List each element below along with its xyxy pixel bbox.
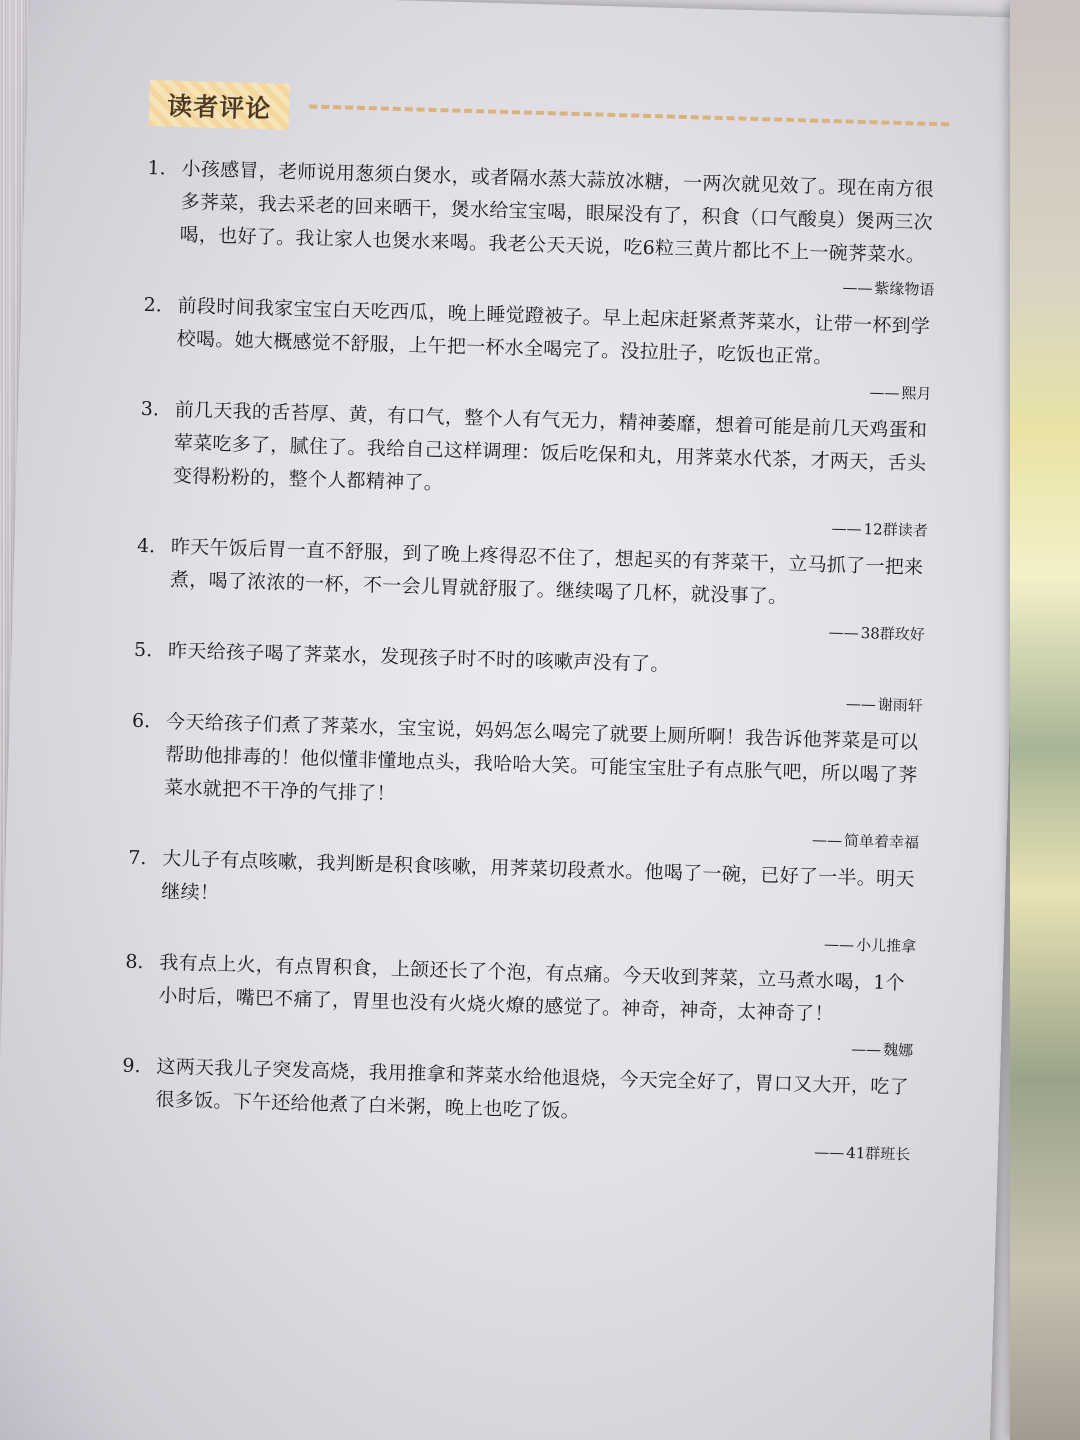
author-dash: ——	[842, 278, 873, 298]
author-name: 12群读者	[863, 520, 928, 540]
author-name: 小儿推拿	[855, 936, 917, 956]
author-dash: ——	[813, 1142, 845, 1162]
header-dashed-line	[309, 104, 949, 126]
comment-text: 这两天我儿子突发高烧，我用推拿和荠菜水给他退烧，今天完全好了，胃口又大开，吃了很多饭。下午还给他煮了白米粥，晚上也吃了饭。	[155, 1055, 910, 1123]
comment-item	[129, 705, 922, 854]
comment-number: 9.	[122, 1054, 141, 1078]
comment-number: 8.	[125, 950, 144, 974]
author-dash: ——	[869, 383, 900, 403]
author-name: 简单着幸福	[843, 831, 920, 852]
comment-text: 小孩感冒，老师说用葱须白煲水，或者隔水蒸大蒜放冰糖，一两次就见效了。现在南方很多荠菜，我去采老的回来晒干，煲水给宝宝喝，眼屎没有了，积食（口气酸臭）煲两三次喝，也好了。我让家人也煲水来喝。我老公天天说，吃6粒三黄片都比不上一碗荠菜水。	[179, 157, 935, 267]
comment-item	[135, 530, 927, 646]
author-name: 熙月	[901, 384, 932, 403]
comment-text: 我有点上火，有点胃积食，上颌还长了个泡，有点痛。今天收到荠菜，立马煮水喝，1个小时后，嘴巴不痛了，胃里也没有火烧火燎的感觉了。神奇，神奇，太神奇了！	[158, 951, 906, 1026]
comment-item	[138, 393, 931, 542]
author-dash: ——	[850, 1039, 882, 1059]
author-name: 41群班长	[845, 1143, 911, 1164]
comment-number: 7.	[127, 846, 147, 870]
comment-number: 6.	[131, 709, 151, 733]
comment-item	[133, 634, 924, 717]
author-name: 紫缘物语	[874, 279, 935, 299]
comment-number: 1.	[147, 156, 166, 180]
comment-text: 前几天我的舌苔厚、黄，有口气，整个人有气无力，精神萎靡，想着可能是前几天鸡蛋和荤菜吃多了，腻住了。我给自己这样调理：饭后吃保和丸，用荠菜水代茶，才两天，舌头变得粉粉的，整个人都精神了。	[172, 398, 928, 495]
comment-text: 今天给孩子们煮了荠菜水，宝宝说，妈妈怎么喝完了就要上厕所啊！我告诉他荠菜是可以帮助他排毒的！他似懂非懂地点头，我哈哈大笑。可能宝宝肚子有点胀气吧，所以喝了荠菜水就把不干净的气排了！	[163, 710, 919, 806]
author-dash: ——	[845, 694, 877, 714]
comment-number: 3.	[140, 397, 160, 421]
flower-photo-edge	[1010, 0, 1080, 1440]
comment-item	[144, 152, 937, 301]
author-dash: ——	[828, 623, 859, 643]
author-dash: ——	[811, 830, 843, 850]
page-content	[120, 80, 940, 1176]
comment-text: 大儿子有点咳嗽，我判断是积食咳嗽，用荠菜切段煮水。他喝了一碗，已好了一半。明天继续！	[161, 847, 915, 905]
comment-text: 昨天给孩子喝了荠菜水，发现孩子时不时的咳嗽声没有了。	[167, 639, 670, 676]
author-name: 38群玫好	[860, 624, 926, 644]
comment-item	[123, 946, 915, 1062]
comment-text: 前段时间我家宝宝白天吃西瓜，晚上睡觉蹬被子。早上起床赶紧煮荠菜水，让带一杯到学校喝。她大概感觉不舒服，上午把一杯水全喝完了。没拉肚子，吃饭也正常。	[176, 294, 931, 369]
comment-item	[126, 842, 918, 958]
comment-text: 昨天午饭后胃一直不舒服，到了晚上疼得忍不住了，想起买的有荠菜干，立马抓了一把来煮，喝了浓浓的一杯，不一会儿胃就舒服了。继续喝了几杯，就没事了。	[169, 535, 924, 608]
author-dash: ——	[823, 935, 855, 954]
comment-item	[120, 1050, 912, 1166]
author-name: 谢雨轩	[877, 695, 924, 715]
author-dash: ——	[831, 519, 862, 539]
comment-number: 2.	[143, 293, 163, 317]
comment-number: 5.	[133, 638, 153, 662]
comment-number: 4.	[136, 534, 156, 558]
author-name: 魏娜	[882, 1040, 914, 1060]
section-title: 读者评论	[149, 80, 290, 130]
comment-item	[142, 289, 934, 405]
